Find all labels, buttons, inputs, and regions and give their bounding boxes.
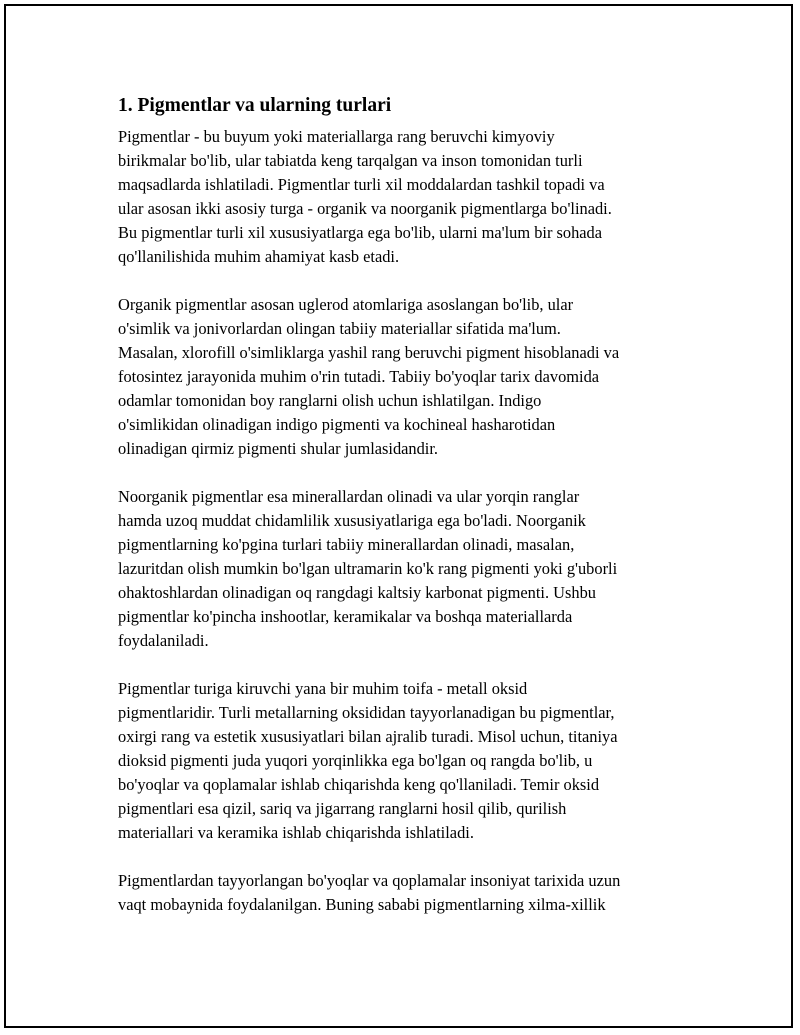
text-line: dioksid pigmenti juda yuqori yorqinlikka ega bo'lgan oq rangda bo'lib, u — [118, 751, 593, 770]
text-line: pigmentlaridir. Turli metallarning oksididan tayyorlanadigan bu pigmentlar, — [118, 703, 615, 722]
text-line: qo'llanilishida muhim ahamiyat kasb etadi. — [118, 247, 400, 266]
text-line: materiallari va keramika ishlab chiqarishda ishlatiladi. — [118, 823, 474, 842]
text-line: foydalaniladi. — [118, 631, 209, 650]
text-line: ohaktoshlardan olinadigan oq rangdagi kaltsiy karbonat pigmenti. Ushbu — [118, 583, 596, 602]
text-line: o'simlik va jonivorlardan olingan tabiiy materiallar sifatida ma'lum. — [118, 319, 561, 338]
paragraph — [118, 293, 698, 461]
paragraph-list — [118, 125, 698, 917]
paragraph — [118, 125, 698, 269]
text-line: Pigmentlar turiga kiruvchi yana bir muhim toifa - metall oksid — [118, 679, 528, 698]
text-line: Pigmentlardan tayyorlangan bo'yoqlar va qoplamalar insoniyat tarixida uzun — [118, 871, 621, 890]
text-line: vaqt mobaynida foydalanilgan. Buning sababi pigmentlarning xilma-xillik — [118, 895, 606, 914]
section-heading: 1. Pigmentlar va ularning turlari — [118, 95, 392, 116]
text-line: Masalan, xlorofill o'simliklarga yashil rang beruvchi pigment hisoblanadi va — [118, 343, 620, 362]
text-line: pigmentlari esa qizil, sariq va jigarrang ranglarni hosil qilib, qurilish — [118, 799, 567, 818]
paragraph — [118, 869, 698, 917]
paragraph — [118, 677, 698, 845]
text-line: bo'yoqlar va qoplamalar ishlab chiqarishda keng qo'llaniladi. Temir oksid — [118, 775, 600, 794]
text-line: odamlar tomonidan boy ranglarni olish uchun ishlatilgan. Indigo — [118, 391, 542, 410]
text-line: Noorganik pigmentlar esa minerallardan olinadi va ular yorqin ranglar — [118, 487, 580, 506]
text-line: hamda uzoq muddat chidamlilik xususiyatlariga ega bo'ladi. Noorganik — [118, 511, 586, 530]
text-line: pigmentlar ko'pincha inshootlar, keramikalar va boshqa materiallarda — [118, 607, 573, 626]
text-line: Bu pigmentlar turli xil xususiyatlarga ega bo'lib, ularni ma'lum bir sohada — [118, 223, 603, 242]
text-line: Pigmentlar - bu buyum yoki materiallarga rang beruvchi kimyoviy — [118, 127, 555, 146]
text-line: ular asosan ikki asosiy turga - organik va noorganik pigmentlarga bo'linadi. — [118, 199, 612, 218]
text-line: birikmalar bo'lib, ular tabiatda keng tarqalgan va inson tomonidan turli — [118, 151, 583, 170]
text-line: lazuritdan olish mumkin bo'lgan ultramarin ko'k rang pigmenti yoki g'uborli — [118, 559, 618, 578]
document-body — [118, 94, 698, 941]
text-line: olinadigan qirmiz pigmenti shular jumlasidandir. — [118, 439, 439, 458]
text-line: o'simlikidan olinadigan indigo pigmenti va kochineal hasharotidan — [118, 415, 556, 434]
paragraph — [118, 485, 698, 653]
text-line: maqsadlarda ishlatiladi. Pigmentlar turli xil moddalardan tashkil topadi va — [118, 175, 605, 194]
text-line: oxirgi rang va estetik xususiyatlari bilan ajralib turadi. Misol uchun, titaniya — [118, 727, 618, 746]
text-line: Organik pigmentlar asosan uglerod atomlariga asoslangan bo'lib, ular — [118, 295, 574, 314]
text-line: fotosintez jarayonida muhim o'rin tutadi. Tabiiy bo'yoqlar tarix davomida — [118, 367, 600, 386]
text-line: pigmentlarning ko'pgina turlari tabiiy minerallardan olinadi, masalan, — [118, 535, 575, 554]
